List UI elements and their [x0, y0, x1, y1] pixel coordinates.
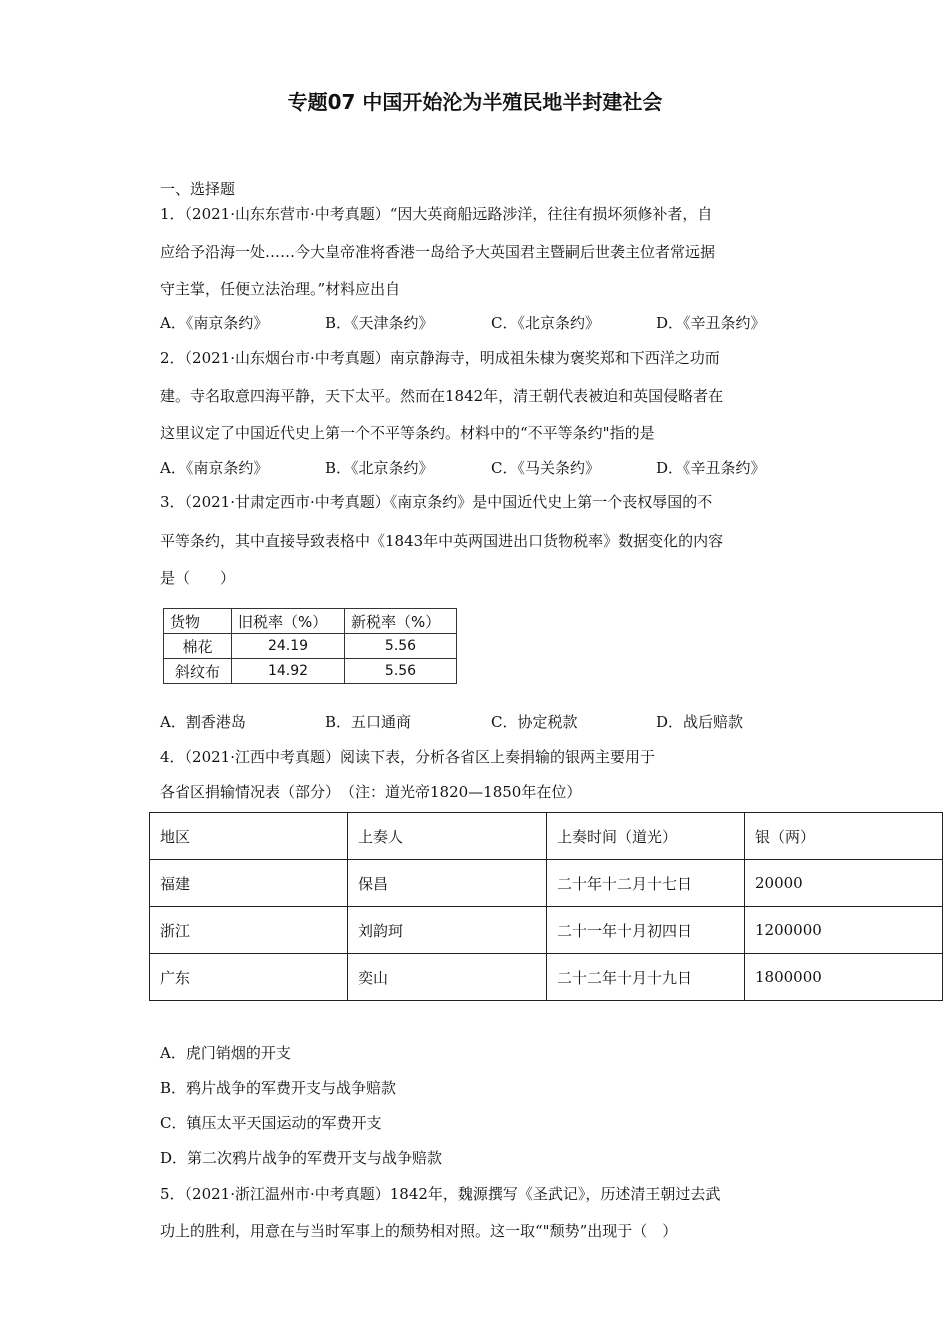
table-cell: 广东: [150, 954, 348, 1001]
q1-options: [160, 312, 820, 334]
q5-text-line-2: 功上的胜利，用意在与当时军事上的颓势相对照。这一取“"颓势”出现于（ ）: [160, 1222, 678, 1240]
table-header-cell: 上奏人: [348, 813, 547, 860]
q1-text-line-3: 守主掌，任便立法治理。”材料应出自: [160, 280, 401, 298]
table-header-cell: 新税率（%）: [345, 609, 457, 634]
table-cell: 1200000: [745, 907, 943, 954]
q1-option-b[interactable]: B．《天津条约》: [325, 314, 434, 332]
q2-options: [160, 457, 820, 479]
table-cell: 奕山: [348, 954, 547, 1001]
q2-option-a[interactable]: A．《南京条约》: [160, 459, 269, 477]
q5-text-line-1: 5．（2021·浙江温州市·中考真题）1842年，魏源撰写《圣武记》，历述清王朝过去武: [160, 1185, 721, 1203]
table-cell: 14.92: [232, 659, 345, 684]
table-cell: 1800000: [745, 954, 943, 1001]
q2-text-line-1: 2．（2021·山东烟台市·中考真题）南京静海寺，明成祖朱棣为褒奖郑和下西洋之功而: [160, 349, 720, 367]
q1-option-a[interactable]: A．《南京条约》: [160, 314, 269, 332]
table-cell: 二十一年十月初四日: [547, 907, 745, 954]
document-title: 专题07 中国开始沦为半殖民地半封建社会: [287, 90, 663, 114]
q3-options: [160, 711, 820, 733]
table-row: [150, 860, 943, 907]
table-cell: 棉花: [164, 634, 232, 659]
q2-text-line-2: 建。寺名取意四海平静，天下太平。然而在1842年，清王朝代表被迫和英国侵略者在: [160, 387, 724, 405]
table-cell: 5.56: [345, 634, 457, 659]
q3-text-line-3: 是（ ）: [160, 569, 236, 587]
q3-text-line-1: 3．（2021·甘肃定西市·中考真题）《南京条约》是中国近代史上第一个丧权辱国的不: [160, 493, 713, 511]
q1-option-d[interactable]: D．《辛丑条约》: [656, 314, 766, 332]
q4-option-c[interactable]: C．镇压太平天国运动的军费开支: [160, 1114, 382, 1132]
table-row: [164, 634, 457, 659]
table-header-cell: 地区: [150, 813, 348, 860]
table-cell: 5.56: [345, 659, 457, 684]
table-row: [164, 659, 457, 684]
q4-text-line: 4．（2021·江西中考真题）阅读下表，分析各省区上奏捐输的银两主要用于: [160, 748, 655, 766]
q4-option-d[interactable]: D．第二次鸦片战争的军费开支与战争赔款: [160, 1149, 443, 1167]
table-cell: 20000: [745, 860, 943, 907]
table-cell: 24.19: [232, 634, 345, 659]
q3-option-b[interactable]: B．五口通商: [325, 713, 412, 731]
q1-text-line-2: 应给予沿海一处……今大皇帝准将香港一岛给予大英国君主暨嗣后世袭主位者常远据: [160, 243, 716, 261]
table-cell: 斜纹布: [164, 659, 232, 684]
table-header-row: [150, 813, 943, 860]
q3-text-line-2: 平等条约，其中直接导致表格中《1843年中英两国进出口货物税率》数据变化的内容: [160, 532, 724, 550]
table-cell: 二十年十二月十七日: [547, 860, 745, 907]
table-cell: 浙江: [150, 907, 348, 954]
q2-option-b[interactable]: B．《北京条约》: [325, 459, 434, 477]
q3-option-a[interactable]: A．割香港岛: [160, 713, 246, 731]
q2-text-line-3: 这里议定了中国近代史上第一个不平等条约。材料中的“不平等条约"指的是: [160, 424, 655, 442]
q1-option-c[interactable]: C．《北京条约》: [491, 314, 600, 332]
q4-option-a[interactable]: A．虎门销烟的开支: [160, 1044, 291, 1062]
table-cell: 保昌: [348, 860, 547, 907]
q1-text-line-1: 1．（2021·山东东营市·中考真题）“因大英商船远路涉洋，往往有损坏须修补者，自: [160, 205, 713, 223]
table-header-cell: 旧税率（%）: [232, 609, 345, 634]
table-row: [150, 954, 943, 1001]
table-header-cell: 货物: [164, 609, 232, 634]
table-header-cell: 银（两）: [745, 813, 943, 860]
q3-option-d[interactable]: D．战后赔款: [656, 713, 744, 731]
table-row: [150, 907, 943, 954]
table-cell: 二十二年十月十九日: [547, 954, 745, 1001]
table-cell: 福建: [150, 860, 348, 907]
q2-option-d[interactable]: D．《辛丑条约》: [656, 459, 766, 477]
table-cell: 刘韵珂: [348, 907, 547, 954]
donation-table: [149, 812, 943, 1001]
tax-rate-table: [163, 608, 457, 684]
table-header-cell: 上奏时间（道光）: [547, 813, 745, 860]
q2-option-c[interactable]: C．《马关条约》: [491, 459, 600, 477]
q3-option-c[interactable]: C．协定税款: [491, 713, 578, 731]
table-header-row: [164, 609, 457, 634]
section-heading: 一、选择题: [160, 180, 236, 198]
q4-option-b[interactable]: B．鸦片战争的军费开支与战争赔款: [160, 1079, 397, 1097]
q4-table-caption: 各省区捐输情况表（部分） （注：道光帝1820—1850年在位）: [160, 783, 582, 801]
